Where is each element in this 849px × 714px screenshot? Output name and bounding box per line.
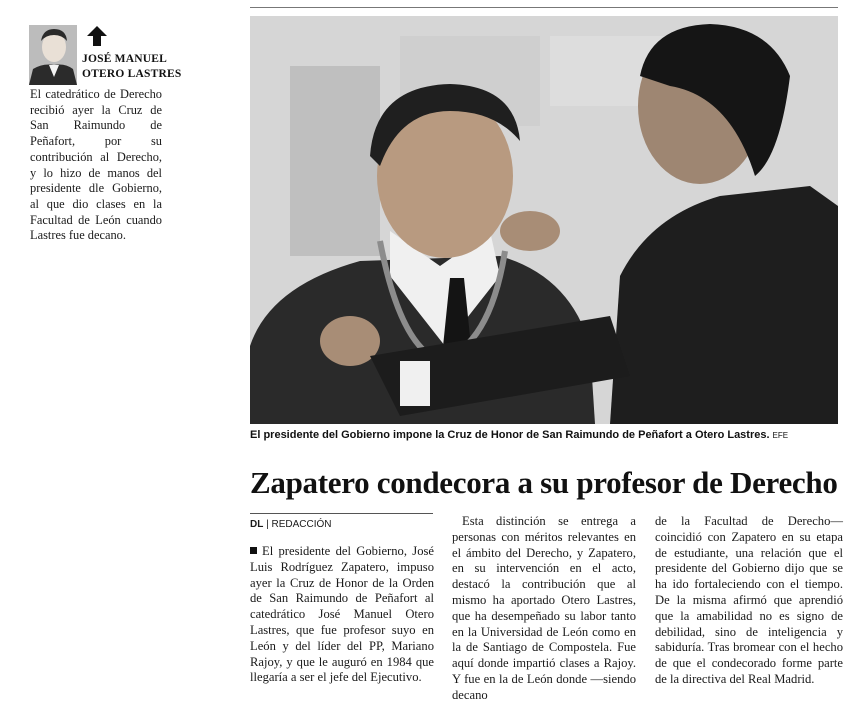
sidebar-name-line2: OTERO LASTRES	[82, 68, 182, 80]
sidebar-summary	[30, 87, 162, 244]
portrait-photo	[29, 25, 77, 85]
article-column-1	[250, 544, 434, 686]
bullet-square-icon	[250, 547, 257, 554]
byline-section: REDACCIÓN	[271, 519, 332, 530]
article-column-2	[452, 514, 636, 704]
top-divider	[250, 7, 838, 8]
photo-credit: EFE	[772, 431, 789, 440]
column-3-text: de la Facultad de Derecho— coincidió con Zapatero en su etapa de estudiante, una relación que el presidente del Gobierno dijo que se ha ido fortaleciendo con el tiempo. De la misma afirmó que aprendió que la amabilidad no es signo de debilidad, sino de inteligencia y sabiduría. Tras bromear con el hecho de que el condecorado forme parte de la directiva del Real Madrid.	[655, 514, 843, 686]
column-2-text: Esta distinción se entrega a personas con méritos relevantes en el ámbito del Derecho, y Zapatero, en su intervención en el acto, destacó la contribución que al mismo ha aportado Otero Lastres, que ha desempeñado su labor tanto en la Universidad de León como en la de Santiago de Compostela. Fue aquí donde impartió clases a Rajoy. Y fue en la de León donde —siendo decano	[452, 514, 636, 702]
article-column-3	[655, 514, 843, 688]
photo-caption	[250, 428, 845, 443]
column-1-text: El presidente del Gobierno, José Luis Rodríguez Zapatero, impuso ayer la Cruz de Honor de la Orden de San Raimundo de Peñafort al catedrático José Manuel Otero Lastres, que fue profesor suyo en León y del líder del PP, Mariano Rajoy, y que le auguró en 1984 que llegaría a ser el jefe del Ejecutivo.	[250, 544, 434, 685]
arrow-up-icon	[86, 25, 108, 47]
byline-divider	[250, 513, 433, 514]
sidebar-name-line1: JOSÉ MANUEL	[82, 53, 167, 65]
sidebar-summary-text: El catedrático de Derecho recibió ayer la Cruz de San Raimundo de Peñafort, por su contribución al Derecho, y lo hizo de manos del presidente dle Gobierno, al que dio clases en la Facultad de León cuando Lastres fue decano.	[30, 87, 162, 243]
byline-source: DL	[250, 519, 264, 530]
article-headline: Zapatero condecora a su profesor de Derecho	[250, 465, 838, 500]
sidebar-name	[82, 52, 182, 82]
photo-caption-text: El presidente del Gobierno impone la Cruz de Honor de San Raimundo de Peñafort a Otero Lastres.	[250, 429, 770, 441]
byline: DL | REDACCIÓN	[250, 519, 332, 530]
main-photo	[250, 16, 838, 424]
